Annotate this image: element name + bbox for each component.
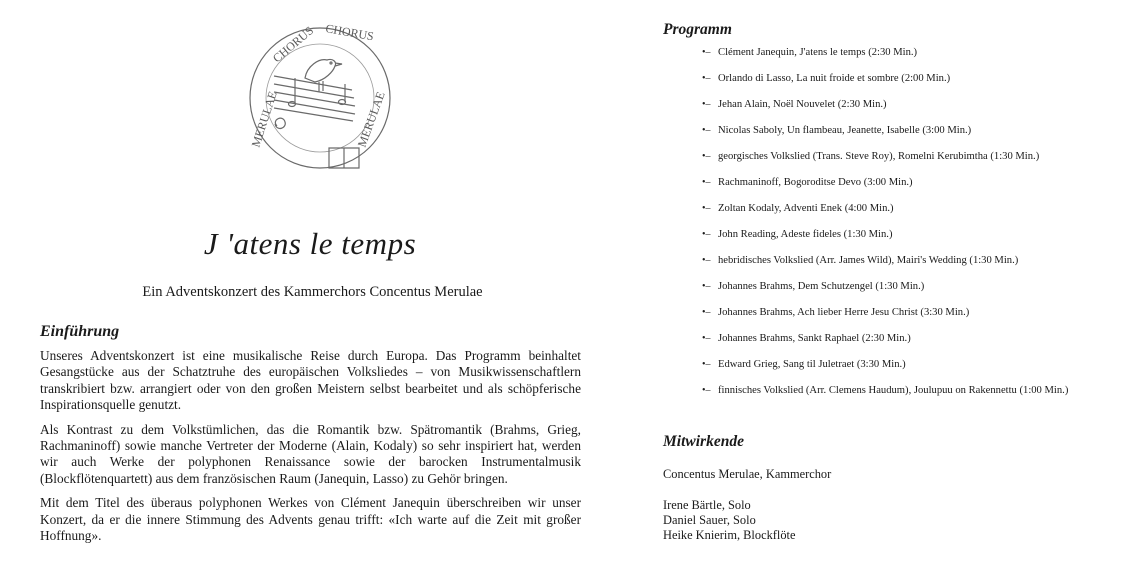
choir-logo: [247, 8, 393, 188]
intro-heading: Einführung: [40, 323, 120, 340]
concert-title: J 'atens le temps: [203, 226, 417, 261]
program-item: [702, 124, 1068, 150]
program-item-text: Johannes Brahms, Sankt Raphael (2:30 Min.): [718, 333, 911, 344]
program-item-text: Edward Grieg, Sang til Juletraet (3:30 Min.): [718, 359, 906, 370]
program-item-text: Orlando di Lasso, La nuit froide et sombre (2:00 Min.): [718, 73, 951, 84]
soloist: Daniel Sauer, Solo: [663, 513, 756, 528]
concert-subtitle: Ein Adventskonzert des Kammerchors Concentus Merulae: [142, 284, 483, 300]
program-item-text: Johannes Brahms, Dem Schutzengel (1:30 Min.): [718, 281, 925, 292]
bullet-icon: •–: [702, 385, 711, 396]
bullet-icon: •–: [702, 203, 711, 214]
bullet-icon: •–: [702, 359, 711, 370]
intro-paragraph: Unseres Adventskonzert ist eine musikalische Reise durch Europa. Das Programm beinhaltet Gesangstücke aus der Schatztruhe des europäischen Volksliedes – von Musikwissenschaftlern transkribiert bzw. arrangiert oder von den großen Meistern selbst bearbeitet und als schöpferische Inspirationsquelle genutzt.: [40, 348, 581, 413]
program-item: [702, 202, 1068, 228]
program-item: [702, 384, 1068, 410]
soloist: Irene Bärtle, Solo: [663, 498, 751, 512]
program-item-text: Nicolas Saboly, Un flambeau, Jeanette, Isabelle (3:00 Min.): [718, 125, 972, 136]
bullet-icon: •–: [702, 229, 711, 240]
bullet-icon: •–: [702, 281, 711, 292]
bullet-icon: •–: [702, 47, 711, 58]
bullet-icon: •–: [702, 333, 711, 344]
ensemble-name: Concentus Merulae, Kammerchor: [663, 467, 832, 481]
bullet-icon: •–: [702, 125, 711, 136]
logo-arc-right: MERULAE: [354, 89, 388, 150]
intro-paragraph: Mit dem Titel des überaus polyphonen Werkes von Clément Janequin überschreiben wir unser Konzert, da er die innere Stimmung des Advents genau trifft: «Ich warte auf die Zeit mit großer Hoffnung».: [40, 495, 581, 544]
intro-paragraph: Als Kontrast zu dem Volkstümlichen, das die Romantik bzw. Spätromantik (Brahms, Grieg, Rachmaninoff) sowie manche Vertreter der Moderne (Alain, Kodaly) so sehr inspiriert hat, werden wir auch Werke der polyphonen Renaissance sowie der barocken Instrumentalmusik (Blockflötenquartett) aus dem französischen Raum (Janequin, Lasso) zu Gehör bringen.: [40, 421, 581, 486]
program-item: [702, 176, 1068, 202]
program-item: [702, 72, 1068, 98]
program-item-text: Clément Janequin, J'atens le temps (2:30 Min.): [718, 47, 918, 58]
program-heading: Programm: [663, 21, 732, 38]
bullet-icon: •–: [702, 255, 711, 266]
performers-heading: Mitwirkende: [663, 433, 744, 450]
soloists-list: [663, 498, 795, 544]
program-item-text: finnisches Volkslied (Arr. Clemens Haudum), Joulupuu on Rakennettu (1:00 Min.): [718, 385, 1069, 396]
program-item-text: John Reading, Adeste fideles (1:30 Min.): [718, 229, 893, 240]
program-item-text: Zoltan Kodaly, Adventi Enek (4:00 Min.): [718, 203, 894, 214]
program-list: [702, 46, 1068, 410]
program-item-text: Rachmaninoff, Bogoroditse Devo (3:00 Min.): [718, 177, 913, 188]
program-item: [702, 98, 1068, 124]
program-item-text: Johannes Brahms, Ach lieber Herre Jesu Christ (3:30 Min.): [718, 307, 970, 318]
bullet-icon: •–: [702, 307, 711, 318]
program-item-text: georgisches Volkslied (Trans. Steve Roy), Romelni Kerubimtha (1:30 Min.): [718, 151, 1040, 162]
bullet-icon: •–: [702, 73, 711, 84]
bullet-icon: •–: [702, 177, 711, 188]
logo-arc-top: CHORUS: [269, 23, 317, 66]
program-item: [702, 306, 1068, 332]
program-item-text: Jehan Alain, Noël Nouvelet (2:30 Min.): [718, 99, 887, 110]
program-item-text: hebridisches Volkslied (Arr. James Wild), Mairi's Wedding (1:30 Min.): [718, 255, 1019, 266]
bullet-icon: •–: [702, 99, 711, 110]
program-item: [702, 358, 1068, 384]
program-item: [702, 332, 1068, 358]
soloist: Heike Knierim, Blockflöte: [663, 528, 796, 543]
logo-arc-top-mirrored: CHORUS: [324, 21, 375, 44]
program-item: [702, 254, 1068, 280]
program-item: [702, 228, 1068, 254]
program-item: [702, 150, 1068, 176]
intro-body: [40, 348, 581, 552]
bullet-icon: •–: [702, 151, 711, 162]
program-item: [702, 280, 1068, 306]
program-item: [702, 46, 1068, 72]
logo-arc-left: MERULAE: [248, 89, 280, 149]
